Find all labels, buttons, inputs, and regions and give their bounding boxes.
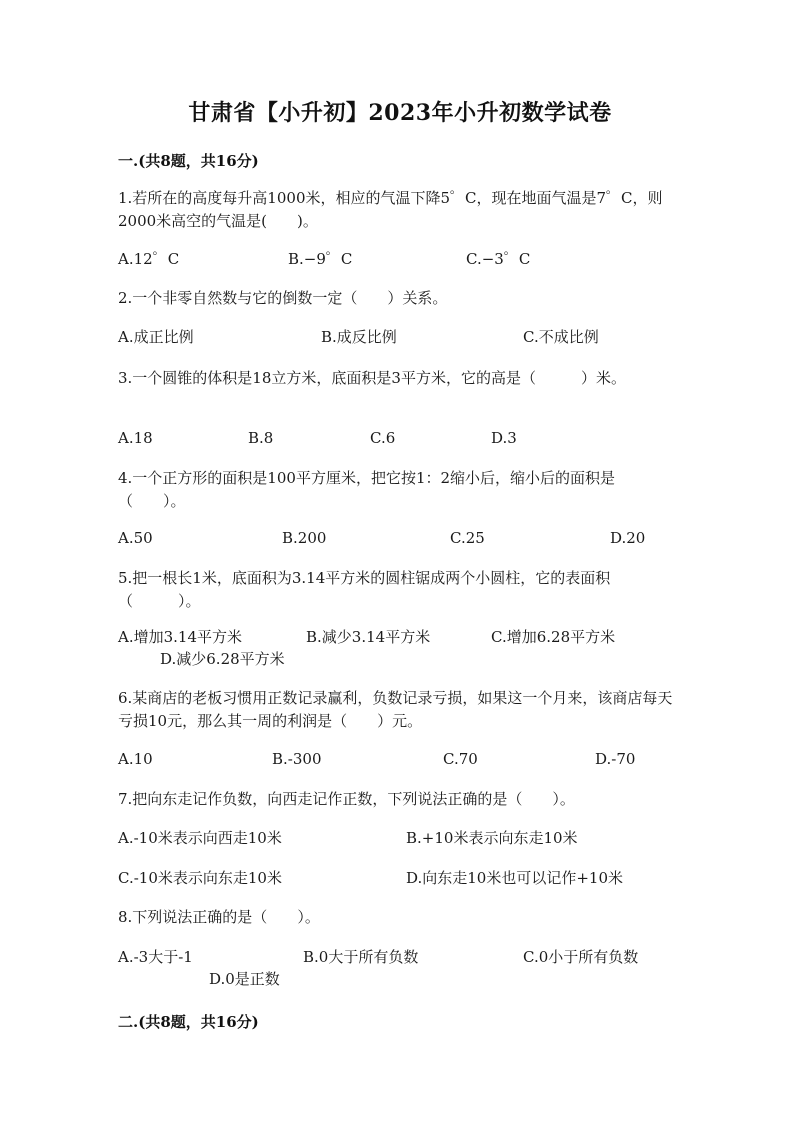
question-6: 6.某商店的老板习惯用正数记录赢利，负数记录亏损，如果这一个月来，该商店每天亏损10元，那么其一周的利润是（ ）元。 [118, 689, 673, 730]
q1-option-c: C.−3゜C [466, 250, 531, 268]
question-1: 1.若所在的高度每升高1000米，相应的气温下降5゜C，现在地面气温是7゜C，则2000米高空的气温是( )。 [118, 189, 663, 230]
q8-option-c: C.0小于所有负数 [523, 948, 639, 966]
q7-option-d: D.向东走10米也可以记作+10米 [406, 869, 624, 887]
q1-option-b: B.−9゜C [288, 250, 353, 268]
section-heading-2: 二.(共8题，共16分) [118, 1013, 259, 1031]
page-title: 甘肃省【小升初】2023年小升初数学试卷 [188, 100, 612, 126]
question-3: 3.一个圆锥的体积是18立方米，底面积是3平方米，它的高是（ ）米。 [118, 369, 626, 387]
q5-option-d: D.减少6.28平方米 [160, 650, 285, 668]
q2-option-b: B.成反比例 [321, 328, 397, 346]
q7-option-c: C.-10米表示向东走10米 [118, 869, 282, 887]
question-8: 8.下列说法正确的是（ ）。 [118, 908, 320, 926]
q4-option-b: B.200 [282, 529, 327, 547]
question-4: 4.一个正方形的面积是100平方厘米，把它按1：2缩小后，缩小后的面积是（ ）。 [118, 469, 616, 510]
q3-option-b: B.8 [248, 429, 274, 447]
q2-option-c: C.不成比例 [523, 328, 599, 346]
question-7: 7.把向东走记作负数，向西走记作正数，下列说法正确的是（ ）。 [118, 790, 575, 808]
q5-option-b: B.减少3.14平方米 [306, 628, 431, 646]
q3-option-d: D.3 [491, 429, 517, 447]
question-5: 5.把一根长1米，底面积为3.14平方米的圆柱锯成两个小圆柱，它的表面积（ ）。 [118, 569, 611, 610]
q3-option-a: A.18 [118, 429, 153, 447]
section-heading-1: 一.(共8题，共16分) [118, 152, 259, 170]
q7-option-b: B.+10米表示向东走10米 [406, 829, 578, 847]
q3-option-c: C.6 [370, 429, 396, 447]
q8-option-d: D.0是正数 [209, 970, 280, 988]
q6-option-c: C.70 [443, 750, 478, 768]
q4-option-d: D.20 [610, 529, 646, 547]
q6-option-d: D.-70 [595, 750, 636, 768]
q6-option-b: B.-300 [272, 750, 322, 768]
q1-option-a: A.12゜C [118, 250, 180, 268]
q8-option-a: A.-3大于-1 [118, 948, 193, 966]
q8-option-b: B.0大于所有负数 [303, 948, 419, 966]
q4-option-a: A.50 [118, 529, 153, 547]
question-2: 2.一个非零自然数与它的倒数一定（ ）关系。 [118, 289, 448, 307]
q2-option-a: A.成正比例 [118, 328, 194, 346]
q5-option-a: A.增加3.14平方米 [118, 628, 242, 646]
q5-option-c: C.增加6.28平方米 [491, 628, 616, 646]
q7-option-a: A.-10米表示向西走10米 [118, 829, 282, 847]
q4-option-c: C.25 [450, 529, 485, 547]
q6-option-a: A.10 [118, 750, 153, 768]
